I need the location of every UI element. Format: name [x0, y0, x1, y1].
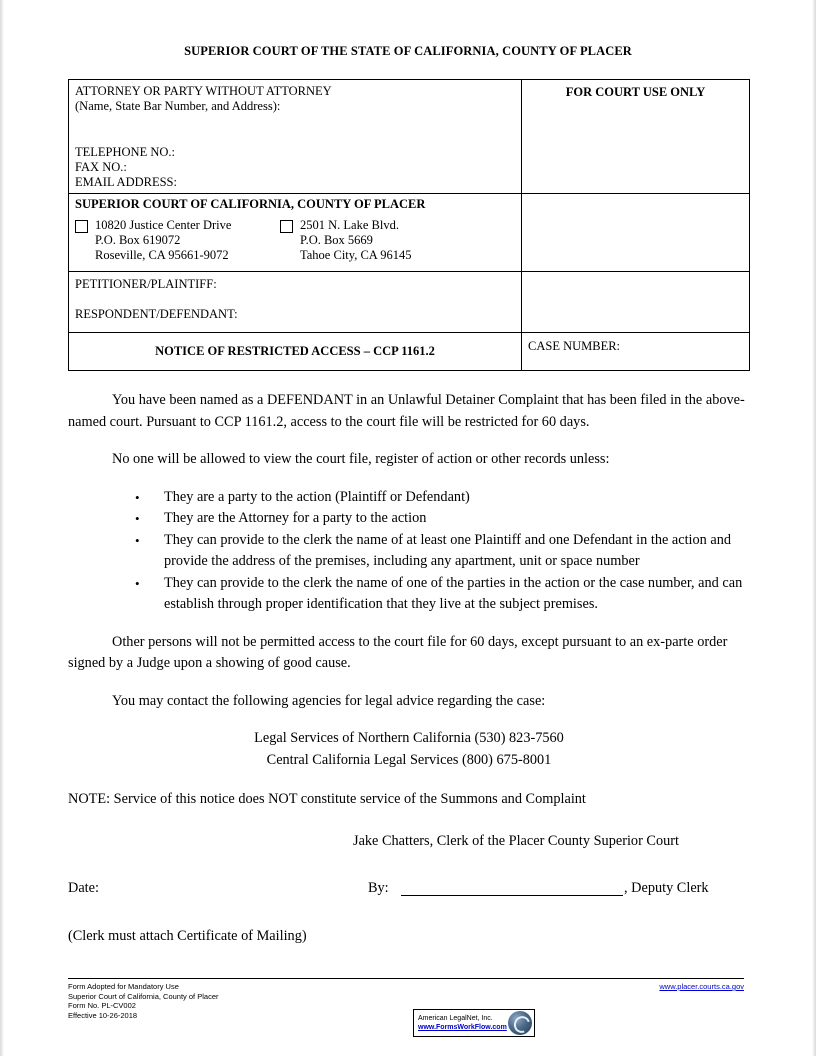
date-label: Date:	[68, 880, 99, 896]
form-title-cell	[69, 333, 522, 370]
list-item: • They are a party to the action (Plaintiff or Defendant)	[164, 487, 750, 509]
fax-label: FAX NO.:	[75, 160, 127, 174]
stamp-company-name: American LegalNet, Inc.	[418, 1015, 493, 1022]
footer-line-1: Form Adopted for Mandatory Use	[68, 982, 179, 991]
roseville-line3: Roseville, CA 95661-9072	[95, 248, 229, 262]
parties-cell	[69, 272, 522, 332]
case-number-label: CASE NUMBER:	[528, 339, 621, 353]
attorney-block	[69, 80, 521, 193]
caption-box	[68, 79, 750, 371]
caption-top-row	[69, 80, 749, 193]
caption-court-row	[69, 193, 749, 271]
list-item: • They can provide to the clerk the name of at least one Plaintiff and one Defendant in the action and provide the address of the premises, including any apartment, unit or space number	[164, 530, 750, 573]
footer-form-info	[68, 982, 219, 1020]
clerk-signature-name: Jake Chatters, Clerk of the Placer County Superior Court	[353, 832, 679, 849]
court-use-blank-upper	[522, 194, 749, 271]
court-use-cell	[522, 80, 749, 193]
by-label: By:	[368, 880, 389, 896]
agency-contacts	[68, 728, 750, 771]
form-title: NOTICE OF RESTRICTED ACCESS – CCP 1161.2	[155, 344, 435, 358]
court-use-blank-lower	[522, 272, 749, 332]
court-address-cell	[69, 194, 522, 271]
tahoe-line2: P.O. Box 5669	[300, 233, 373, 247]
checkbox-roseville-icon[interactable]	[75, 220, 88, 233]
respondent-label: RESPONDENT/DEFENDANT:	[75, 307, 238, 321]
footer-line-2: Superior Court of California, County of Placer	[68, 991, 219, 1001]
legalnet-logo-icon	[508, 1011, 532, 1035]
court-name: SUPERIOR COURT OF CALIFORNIA, COUNTY OF PLACER	[75, 197, 426, 211]
tahoe-line3: Tahoe City, CA 96145	[300, 248, 412, 262]
checkbox-tahoe-icon[interactable]	[280, 220, 293, 233]
caption-title-row	[69, 332, 749, 370]
service-note: NOTE: Service of this notice does NOT constitute service of the Summons and Complaint	[68, 791, 586, 807]
court-website-link[interactable]: www.placer.courts.ca.gov	[659, 982, 744, 991]
document-body	[68, 390, 750, 948]
attorney-label-line1: ATTORNEY OR PARTY WITHOUT ATTORNEY	[75, 84, 332, 98]
agency-line: Legal Services of Northern California (530) 823-7560	[254, 730, 564, 746]
court-location-roseville[interactable]	[75, 218, 280, 263]
paragraph-access-restriction: No one will be allowed to view the court file, register of action or other records unless:	[112, 451, 610, 467]
contact-labels	[75, 145, 177, 190]
tahoe-line1: 2501 N. Lake Blvd.	[300, 218, 399, 232]
court-location-tahoe[interactable]	[280, 218, 412, 263]
attachment-note: (Clerk must attach Certificate of Mailing)	[68, 928, 307, 944]
paragraph-other-persons: Other persons will not be permitted access to the court file for 60 days, except pursuant to an ex-parte order signed by a Judge upon a showing of good cause.	[68, 633, 728, 671]
roseville-address	[95, 218, 231, 263]
court-locations	[69, 214, 521, 271]
caption-parties-row	[69, 271, 749, 332]
petitioner-label: PETITIONER/PLAINTIFF:	[75, 277, 217, 291]
agency-line: Central California Legal Services (800) 675-8001	[266, 751, 552, 768]
deputy-clerk-label: , Deputy Clerk	[624, 880, 709, 896]
roseville-line1: 10820 Justice Center Drive	[95, 218, 232, 232]
exception-list	[68, 487, 750, 616]
email-label: EMAIL ADDRESS:	[75, 175, 177, 189]
footer-line-4: Effective 10-26-2018	[68, 1010, 138, 1020]
paragraph-defendant-notice: You have been named as a DEFENDANT in an Unlawful Detainer Complaint that has been filed in the above-named court. Pursuant to CCP 1161.2, access to the court file will be restricted for 60 days.	[68, 392, 745, 430]
tahoe-address	[300, 218, 412, 263]
court-use-label: FOR COURT USE ONLY	[565, 85, 706, 99]
footer-divider	[68, 978, 744, 979]
attorney-label-line2: (Name, State Bar Number, and Address):	[75, 99, 281, 113]
deputy-signature-line[interactable]	[401, 895, 623, 896]
stamp-website-link[interactable]: www.FormsWorkFlow.com	[418, 1024, 507, 1031]
signature-row	[68, 878, 750, 902]
page-right-shadow	[812, 0, 816, 1056]
page-left-shadow	[0, 0, 4, 1056]
page-title: SUPERIOR COURT OF THE STATE OF CALIFORNIA, COUNTY OF PLACER	[184, 44, 632, 58]
footer-line-3: Form No. PL-CV002	[68, 1001, 136, 1010]
stamp-text	[414, 1014, 506, 1032]
paragraph-legal-advice: You may contact the following agencies for legal advice regarding the case:	[112, 692, 546, 709]
telephone-label: TELEPHONE NO.:	[75, 145, 175, 159]
american-legalnet-stamp	[413, 1009, 535, 1037]
attorney-cell	[69, 80, 522, 193]
list-item: • They are the Attorney for a party to the action	[164, 508, 750, 530]
roseville-line2: P.O. Box 619072	[95, 233, 181, 247]
list-item: • They can provide to the clerk the name of one of the parties in the action or the case number, and can establish through proper identification that they live at the subject premises.	[164, 573, 750, 616]
case-number-cell[interactable]	[522, 333, 749, 370]
